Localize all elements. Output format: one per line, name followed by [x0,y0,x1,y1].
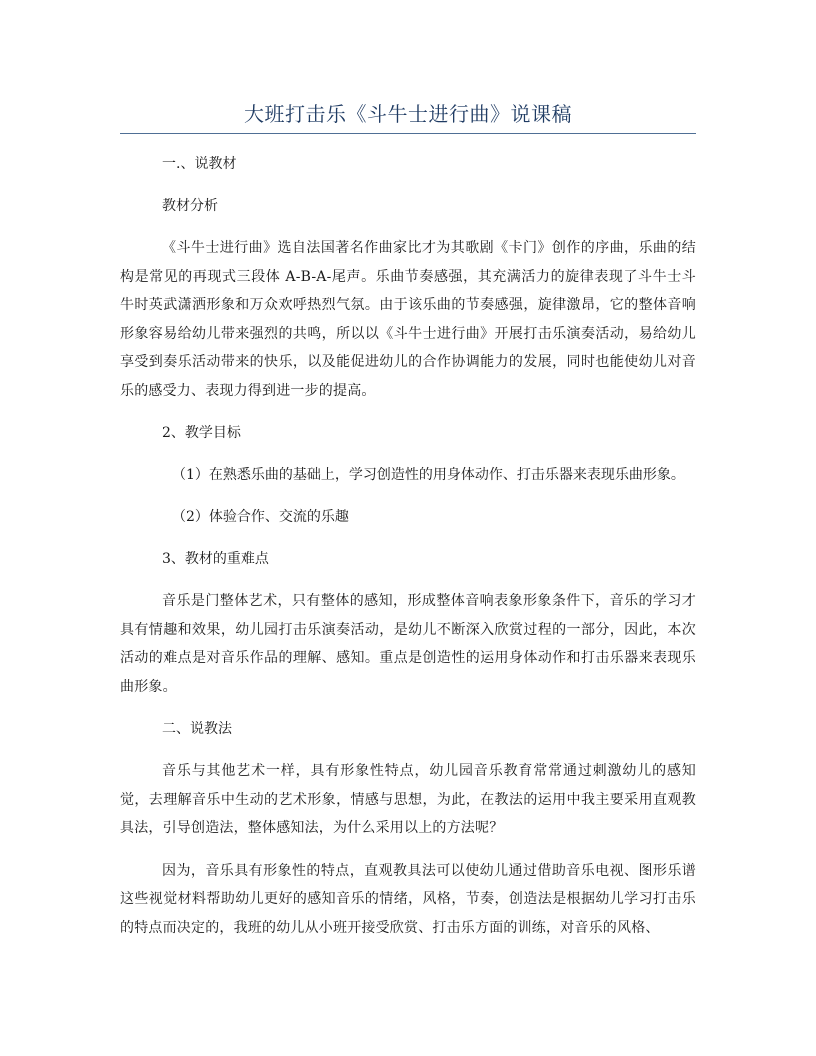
subheading-key-points: 3、教材的重难点 [162,551,269,567]
subheading-analysis: 教材分析 [162,198,218,214]
title-underline [120,133,696,134]
document-body [120,150,696,956]
paragraph-methods-2: 因为，音乐具有形象性的特点，直观教具法可以使幼儿通过借助音乐电视、图形乐谱这些视觉材料帮助幼儿更好的感知音乐的情绪，风格，节奏，创造法是根据幼儿学习打击乐的特点而决定的，我班的幼儿从小班开接受欣赏、打击乐方面的训练，对音乐的风格、 [120,862,696,936]
section-heading-textbook: 一.、说教材 [162,156,237,172]
goal-item-2: （2）体验合作、交流的乐趣 [172,509,349,525]
document-title: 大班打击乐《斗牛士进行曲》说课稿 [244,102,572,126]
section-heading-methods: 二、说教法 [162,721,232,737]
subheading-goals: 2、教学目标 [162,425,241,441]
paragraph-key-points: 音乐是门整体艺术，只有整体的感知，形成整体音响表象形象条件下，音乐的学习才具有情趣和效果，幼儿园打击乐演奏活动，是幼儿不断深入欣赏过程的一部分，因此，本次活动的难点是对音乐作品的理解、感知。重点是创造性的运用身体动作和打击乐器来表现乐曲形象。 [120,593,696,695]
goal-item-1: （1）在熟悉乐曲的基础上，学习创造性的用身体动作、打击乐器来表现乐曲形象。 [172,467,685,483]
paragraph-methods-1: 音乐与其他艺术一样，具有形象性特点，幼儿园音乐教育常常通过刺激幼儿的感知觉，去理解音乐中生动的艺术形象，情感与思想，为此，在教法的运用中我主要采用直观教具法，引导创造法，整体感知法，为什么采用以上的方法呢？ [120,763,696,836]
paragraph-analysis: 《斗牛士进行曲》选自法国著名作曲家比才为其歌剧《卡门》创作的序曲，乐曲的结构是常见的再现式三段体 A-B-A-尾声。乐曲节奏感强，其充满活力的旋律表现了斗牛士斗牛时英武潇洒形象和万众欢呼热烈气氛。由于该乐曲的节奏感强，旋律激昂，它的整体音响形象容易给幼儿带来强烈的共鸣，所以以《斗牛士进行曲》开展打击乐演奏活动，易给幼儿享受到奏乐活动带来的快乐，以及能促进幼儿的合作协调能力的发展，同时也能使幼儿对音乐的感受力、表现力得到进一步的提高。 [120,240,696,399]
